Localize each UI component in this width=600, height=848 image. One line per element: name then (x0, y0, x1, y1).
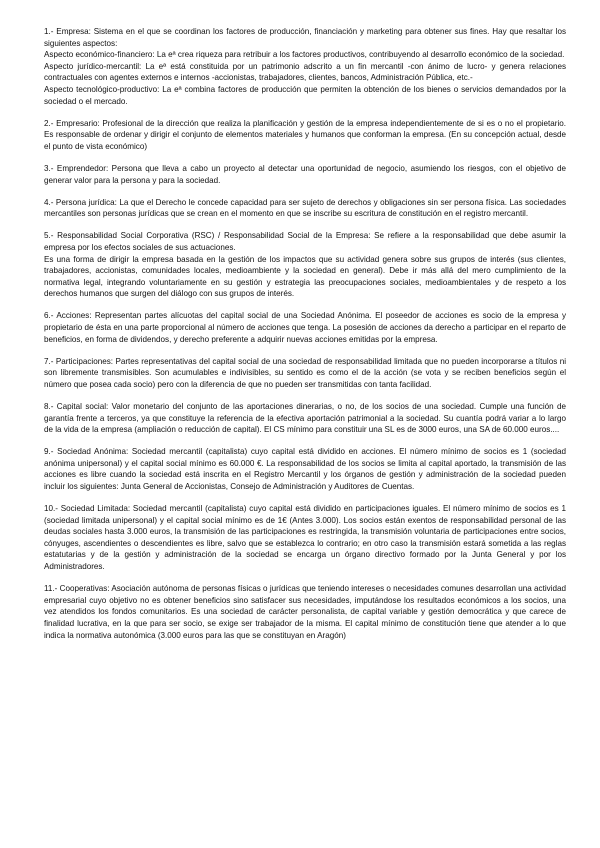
definition-acciones (44, 310, 566, 345)
definition-text: 9.- Sociedad Anónima: Sociedad mercantil (capitalista) cuyo capital está dividido en acciones. El número mínimo de socios es 1 (sociedad anónima unipersonal) y el capital social mínimo es 60.000 €. La responsabilidad de los socios se limita al capital aportado, la transmisión de las acciones es libre cuando la sociedad está inscrita en el Registro Mercantil y los órganos de gestión y administración de la sociedad pueden incluir los siguientes: Junta General de Accionistas, Consejo de Administración y Auditores de Cuentas. (44, 447, 566, 491)
definition-sociedad-anonima (44, 446, 566, 492)
definition-extra-text: Es una forma de dirigir la empresa basada en la gestión de los impactos que su actividad genera sobre sus grupos de interés (sus clientes, trabajadores, accionistas, comunidades locales, medioambiente y la sociedad en general). Debe ir más allá del mero cumplimiento de la normativa legal, integrando voluntariamente en su gestión y estrategia las preocupaciones sociales, medioambientales y de respeto a los derechos humanos que surgen del diálogo con sus grupos de interés. (44, 254, 566, 299)
definition-participaciones (44, 356, 566, 391)
definition-rsc (44, 230, 566, 300)
definition-text: 8.- Capital social: Valor monetario del conjunto de las aportaciones dinerarias, o no, de los socios de una sociedad. Cumple una función de garantía frente a terceros, ya que constituye la referencia de la efectiva aportación patrimonial a la sociedad. Su cuantía podrá variar a lo largo de la vida de la empresa (ampliación o reducción de capital). El CS mínimo para constituir una SL es de 3000 euros, una SA de 60.000 euros.... (44, 401, 566, 435)
definition-cooperativas (44, 583, 566, 641)
definition-empresario (44, 118, 566, 153)
definition-text: 4.- Persona jurídica: La que el Derecho le concede capacidad para ser sujeto de derechos y obligaciones sin ser persona física. Las sociedades mercantiles son personas jurídicas que se crean en el momento en que se inscribe su escritura de constitución en el registro mercantil. (44, 197, 566, 219)
definition-persona-juridica (44, 197, 566, 220)
aspect-technological: Aspecto tecnológico-productivo: La eª combina factores de producción que permiten la obtención de los bienes o servicios demandados por la sociedad o el mercado. (44, 84, 566, 106)
definition-text: 3.- Emprendedor: Persona que lleva a cabo un proyecto al detectar una oportunidad de negocio, asumiendo los riesgos, con el objetivo de generar valor para la persona y para la sociedad. (44, 163, 566, 185)
definition-text: 6.- Acciones: Representan partes alícuotas del capital social de una Sociedad Anónima. El poseedor de acciones es socio de la empresa y propietario de ésta en una parte proporcional al número de acciones que tenga. La posesión de acciones da derecho a participar en el reparto de beneficios, en forma de dividendos, y derecho preferente a adquirir nuevas acciones emitidas por la empresa. (44, 311, 566, 344)
definition-emprendedor (44, 163, 566, 186)
definition-sociedad-limitada (44, 503, 566, 573)
definition-text: 5.- Responsabilidad Social Corporativa (RSC) / Responsabilidad Social de la Empresa: Se refiere a la responsabilidad que debe asumir la empresa por los efectos sociales de sus actuaciones. (44, 231, 566, 252)
aspect-economic: Aspecto económico-financiero: La eª crea riqueza para retribuir a los factores productivos, contribuyendo al desarrollo económico de la sociedad. (44, 50, 565, 60)
definition-text: 11.- Cooperativas: Asociación autónoma de personas físicas o jurídicas que teniendo intereses o necesidades comunes desarrollan una actividad empresarial cuyo objetivo no es obtener beneficios sino satisfacer sus necesidades, imputándose los resultados económicos a los socios, una vez atendidos los fondos comunitarios. Es una sociedad de carácter personalista, de capital variable y gestión democrática y que carece de finalidad lucrativa, en la que para ser socio, se exige ser trabajador de la misma. El capital mínimo de constitución tiene que atender a lo que indica la normativa autonómica (3.000 euros para las que se constituyan en Aragón) (44, 584, 566, 640)
definition-capital-social (44, 401, 566, 436)
definition-text: 1.- Empresa: Sistema en el que se coordinan los factores de producción, financiación y marketing para obtener sus fines. Hay que resaltar los siguientes aspectos: (44, 27, 566, 48)
definition-text: 10.- Sociedad Limitada: Sociedad mercantil (capitalista) cuyo capital está dividido en participaciones iguales. El número mínimo de socios es 1 (sociedad limitada unipersonal) y el capital social mínimo es de 1€ (Antes 3.000). Los socios están exentos de responsabilidad personal de las deudas sociales hasta 3.000 euros, la transmisión de las participaciones es restringida, la transmisión voluntaria de participaciones entre socios, cónyuges, ascendientes o descendientes es libre, salvo que se establezca lo contrario; en otro caso la transmisión estará sometida a las reglas estatutarias y de la gestión y administración de la sociedad se encarga un órgano directivo formado por la Junta General y por los Administradores. (44, 504, 566, 572)
definition-text: 2.- Empresario: Profesional de la dirección que realiza la planificación y gestión de la empresa independientemente de si es o no el propietario. Es responsable de ordenar y dirigir el conjunto de elementos materiales y humanos que conforman la empresa. (En su concepción actual, desde el punto de vista económico) (44, 118, 566, 151)
definition-text: 7.- Participaciones: Partes representativas del capital social de una sociedad de responsabilidad limitada que no pueden incorporarse a títulos ni son libremente transmisibles. Son acumulables e indivisibles, su sentido es como el de la acción (se vota y se reciben beneficios según el número que posea cada socio) pero con la diferencia de que no pueden ser transmitidas con tanta facilidad. (44, 356, 566, 389)
document-page (44, 26, 566, 652)
aspect-legal: Aspecto jurídico-mercantil: La eª está constituida por un patrimonio adscrito a un fin mercantil -con ánimo de lucro- y genera relaciones contractuales con agentes externos e internos -accionistas, trabajadores, clientes, bancos, Administración Pública, etc.- (44, 61, 566, 83)
definition-empresa (44, 26, 566, 107)
